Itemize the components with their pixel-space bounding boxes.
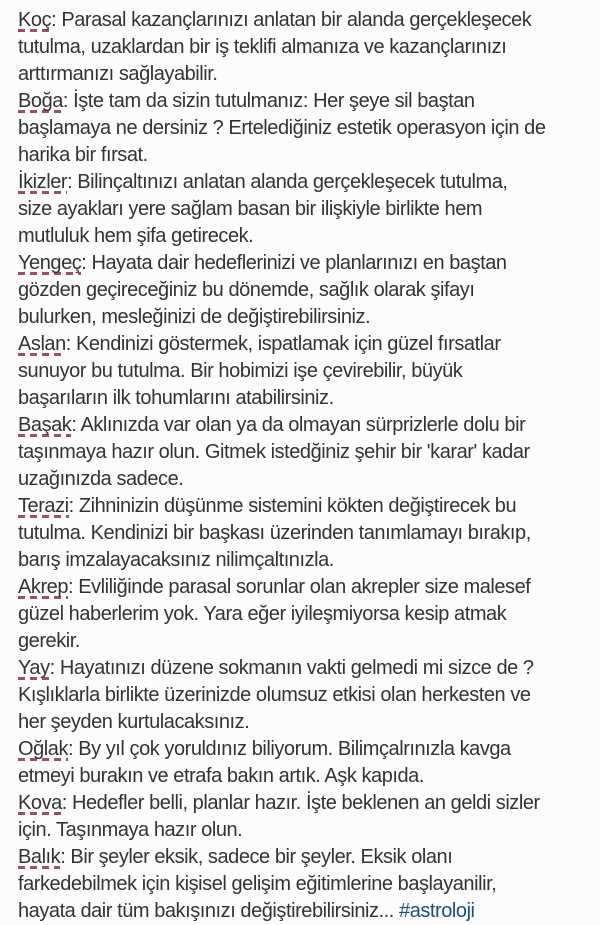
- text-line: başarıların ilk tohumlarını atabilirsiniz.: [18, 387, 334, 409]
- text-line: Yay: Hayatınızı düzene sokmanın vakti gelmedi mi sizce de ?: [18, 657, 534, 679]
- text-line: her şeyden kurtulacaksınız.: [18, 711, 250, 733]
- text-line: tutulma. Kendinizi bir başkası üzerinden tanımlamayı bırakıp,: [18, 522, 531, 544]
- text-line: Balık: Bir şeyler eksik, sadece bir şeyler. Eksik olanı: [18, 846, 453, 868]
- text-line: bulurken, mesleğinizi de değiştirebilirsiniz.: [18, 306, 371, 328]
- text-line: harika bir fırsat.: [18, 144, 148, 166]
- zodiac-sign-name: İkizler: [18, 171, 68, 193]
- text-line: Akrep: Evliliğinde parasal sorunlar olan akrepler size malesef: [18, 576, 531, 598]
- hashtag-link[interactable]: #astroloji: [399, 900, 475, 922]
- zodiac-sign-name: Kova: [18, 792, 62, 814]
- text-line: için. Taşınmaya hazır olun.: [18, 819, 243, 841]
- zodiac-sign-name: Boğa: [18, 90, 63, 112]
- text-line: Aslan: Kendinizi göstermek, ispatlamak için güzel fırsatlar: [18, 333, 501, 355]
- zodiac-sign-name: Akrep: [18, 576, 68, 598]
- text-line: barış imzalayacaksınız nilimçaltınızla.: [18, 549, 334, 571]
- text-line: Oğlak: By yıl çok yoruldınız biliyorum. Bilimçalrınızla kavga: [18, 738, 511, 760]
- zodiac-sign-name: Yay: [18, 657, 50, 679]
- text-line: size ayakları yere sağlam basan bir ilişkiyle birlikte hem: [18, 198, 483, 220]
- zodiac-sign-name: Aslan: [18, 333, 66, 355]
- text-line: gerekir.: [18, 630, 80, 652]
- text-line: Koç: Parasal kazançlarınızı anlatan bir alanda gerçekleşecek: [18, 9, 532, 31]
- text-line: başlamaya ne dersiniz ? Ertelediğiniz estetik operasyon için de: [18, 117, 546, 139]
- text-line: hayata dair tüm bakışınızı değiştirebilirsiniz... #astroloji: [18, 900, 475, 922]
- zodiac-sign-name: Başak: [18, 414, 72, 436]
- text-line: Boğa: İşte tam da sizin tutulmanız: Her şeye sil baştan: [18, 90, 475, 112]
- zodiac-sign-name: Oğlak: [18, 738, 68, 760]
- text-line: Yengeç: Hayata dair hedeflerinizi ve planlarınızı en baştan: [18, 252, 507, 274]
- text-line: mutluluk hem şifa getirecek.: [18, 225, 254, 247]
- text-line: Başak: Aklınızda var olan ya da olmayan sürprizlerle dolu bir: [18, 414, 526, 436]
- text-line: güzel haberlerim yok. Yara eğer iyileşmiyorsa kesip atmak: [18, 603, 507, 625]
- text-line: gözden geçireceğiniz bu dönemde, sağlık olarak şifayı: [18, 279, 475, 301]
- text-line: arttırmanızı sağlayabilir.: [18, 63, 218, 85]
- zodiac-sign-name: Terazi: [18, 495, 69, 517]
- zodiac-sign-name: Yengeç: [18, 252, 82, 274]
- text-line: sunuyor bu tutulma. Bir hobimizi işe çevirebilir, büyük: [18, 360, 463, 382]
- text-line: farkedebilmek için kişisel gelişim eğitimlerine başlayanilir,: [18, 873, 497, 895]
- zodiac-sign-name: Balık: [18, 846, 61, 868]
- horoscope-text: [18, 7, 590, 925]
- text-line: İkizler: Bilinçaltınızı anlatan alanda gerçekleşecek tutulma,: [18, 171, 508, 193]
- zodiac-sign-name: Koç: [18, 9, 52, 31]
- text-line: etmeyi burakın ve etrafa bakın artık. Aşk kapıda.: [18, 765, 424, 787]
- text-line: tutulma, uzaklardan bir iş teklifi almanıza ve kazançlarınızı: [18, 36, 507, 58]
- text-line: uzağınızda sadece.: [18, 468, 184, 490]
- text-line: Kışlıklarla birlikte üzerinizde olumsuz etkisi olan herkesten ve: [18, 684, 531, 706]
- text-line: Terazi: Zihninizin düşünme sistemini kökten değiştirecek bu: [18, 495, 517, 517]
- text-line: Kova: Hedefler belli, planlar hazır. İşte beklenen an geldi sizler: [18, 792, 540, 814]
- text-line: taşınmaya hazır olun. Gitmek istedğiniz şehir bir 'karar' kadar: [18, 441, 530, 463]
